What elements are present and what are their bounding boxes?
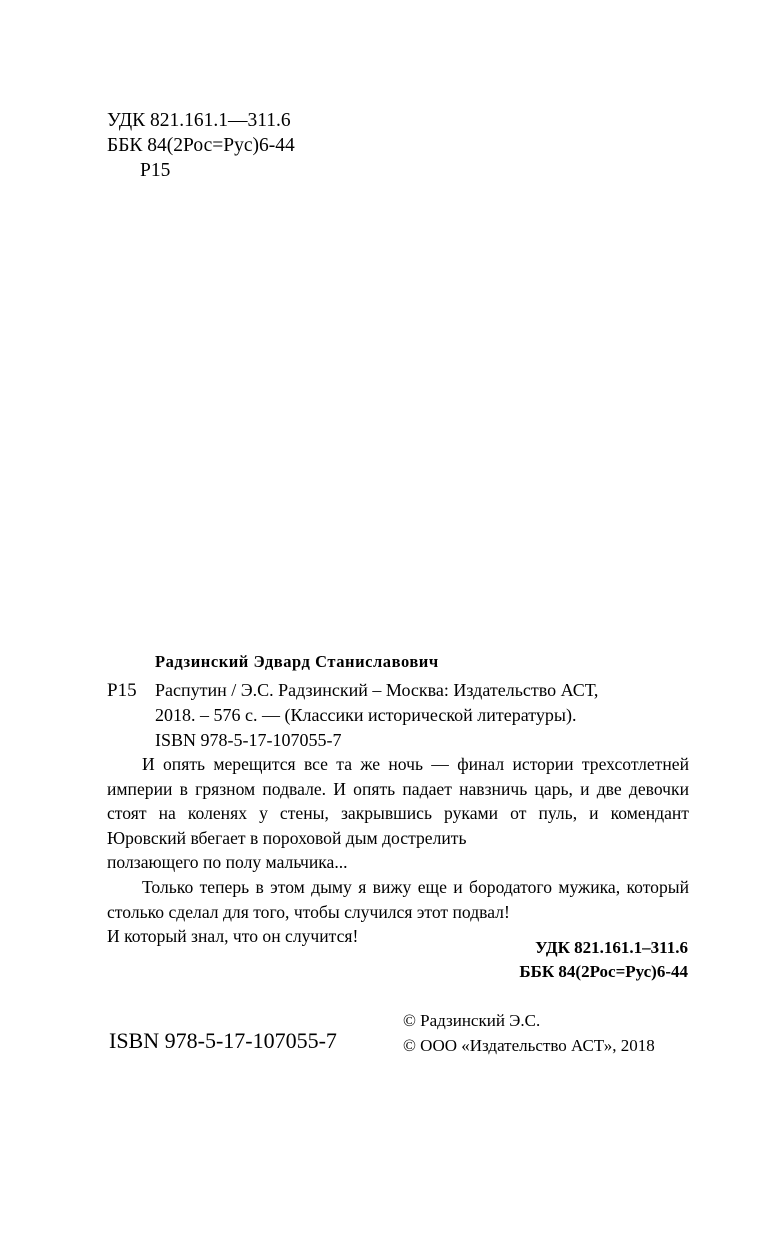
copyright-author: © Радзинский Э.С. (403, 1011, 541, 1030)
copyright-publisher: © ООО «Издательство АСТ», 2018 (403, 1036, 655, 1055)
annotation-paragraph-2-body: Только теперь в этом дыму я вижу еще и бородатого мужика, который столько сделал для того, чтобы случился этот подвал! (107, 876, 689, 922)
copyright-block (403, 1008, 655, 1058)
annotation-paragraph-1-last: ползающего по полу мальчика... (107, 852, 348, 873)
entry-line-two: 2018. – 576 с. — (Классики исторической литературы). (155, 705, 577, 725)
bibliographic-block (107, 650, 689, 753)
isbn-entry: ISBN 978-5-17-107055-7 (155, 730, 342, 750)
shelfmark-top: Р15 (140, 160, 171, 181)
annotation-paragraph-2-last: И который знал, что он случится! (107, 926, 359, 947)
udk-code-bold: УДК 821.161.1–311.6 (535, 938, 688, 957)
annotation-paragraph-1-body: И опять мерещится все та же ночь — финал истории трехсотлетней империи в грязном подвале. И опять падает навзничь царь, и две девочки стоят на коленях у стены, закрывшись руками от пуль, и комендант Юровский вбегает в пороховой дым дострелить (107, 754, 689, 848)
author-name: Радзинский Эдвард Станиславович (155, 652, 439, 671)
classification-codes-bold (519, 936, 688, 984)
shelfmark-label: Р15 (107, 680, 137, 701)
udk-code-top: УДК 821.161.1—311.6 (107, 110, 291, 131)
annotation-text (107, 752, 689, 949)
bbk-code-bold: ББК 84(2Рос=Рус)6-44 (519, 962, 688, 981)
bbk-code-top: ББК 84(2Рос=Рус)6-44 (107, 135, 295, 156)
isbn-footer: ISBN 978-5-17-107055-7 (109, 1028, 337, 1053)
classification-header (107, 108, 295, 183)
catalog-entry (107, 678, 689, 753)
entry-line-one: Распутин / Э.С. Радзинский – Москва: Издательство АСТ, (155, 680, 599, 700)
annotation-paragraph-1 (107, 752, 689, 875)
